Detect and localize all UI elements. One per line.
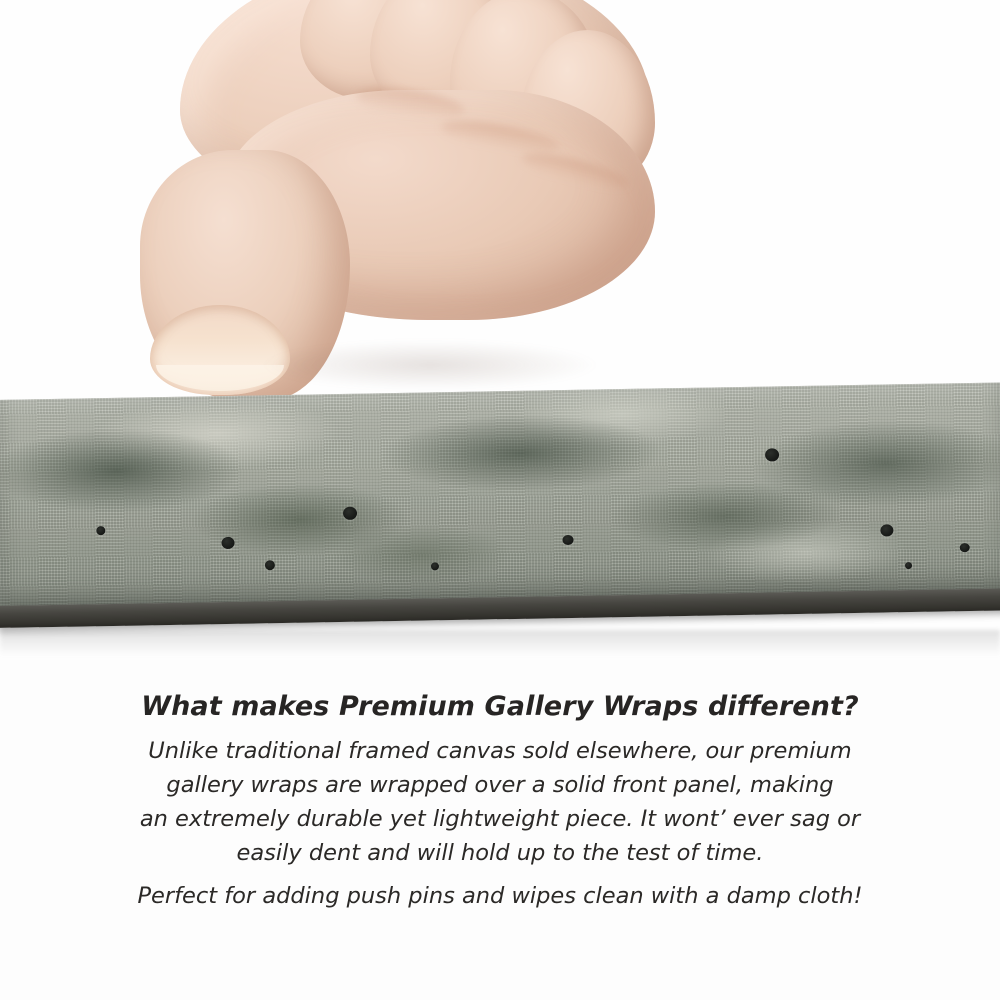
hand-illustration	[120, 0, 680, 440]
caption-line: gallery wraps are wrapped over a solid front panel, making	[166, 771, 834, 798]
caption-line: easily dent and will hold up to the test of time.	[236, 840, 764, 867]
canvas-speck	[880, 524, 893, 536]
hand-shadow	[260, 340, 600, 390]
canvas-speck	[221, 537, 234, 549]
canvas-speck	[960, 543, 970, 552]
canvas-speck	[343, 507, 357, 520]
canvas-speck	[96, 526, 105, 535]
caption-body	[0, 734, 1000, 871]
canvas-speck	[765, 448, 779, 461]
caption-heading: What makes Premium Gallery Wraps different?	[141, 691, 859, 722]
canvas-speck	[431, 562, 439, 570]
caption-line: an extremely durable yet lightweight piece. It wont’ ever sag or	[139, 806, 861, 833]
gallery-wrap-slab	[0, 382, 1000, 635]
caption-final-line: Perfect for adding push pins and wipes clean with a damp cloth!	[137, 882, 863, 909]
caption-line: Unlike traditional framed canvas sold elsewhere, our premium	[148, 737, 852, 764]
caption-block	[0, 690, 1000, 913]
slab-drop-shadow	[0, 630, 1000, 656]
canvas-speck	[562, 535, 573, 545]
canvas-speck	[265, 560, 275, 570]
canvas-print-surface	[0, 382, 1000, 608]
canvas-speck	[905, 562, 912, 569]
